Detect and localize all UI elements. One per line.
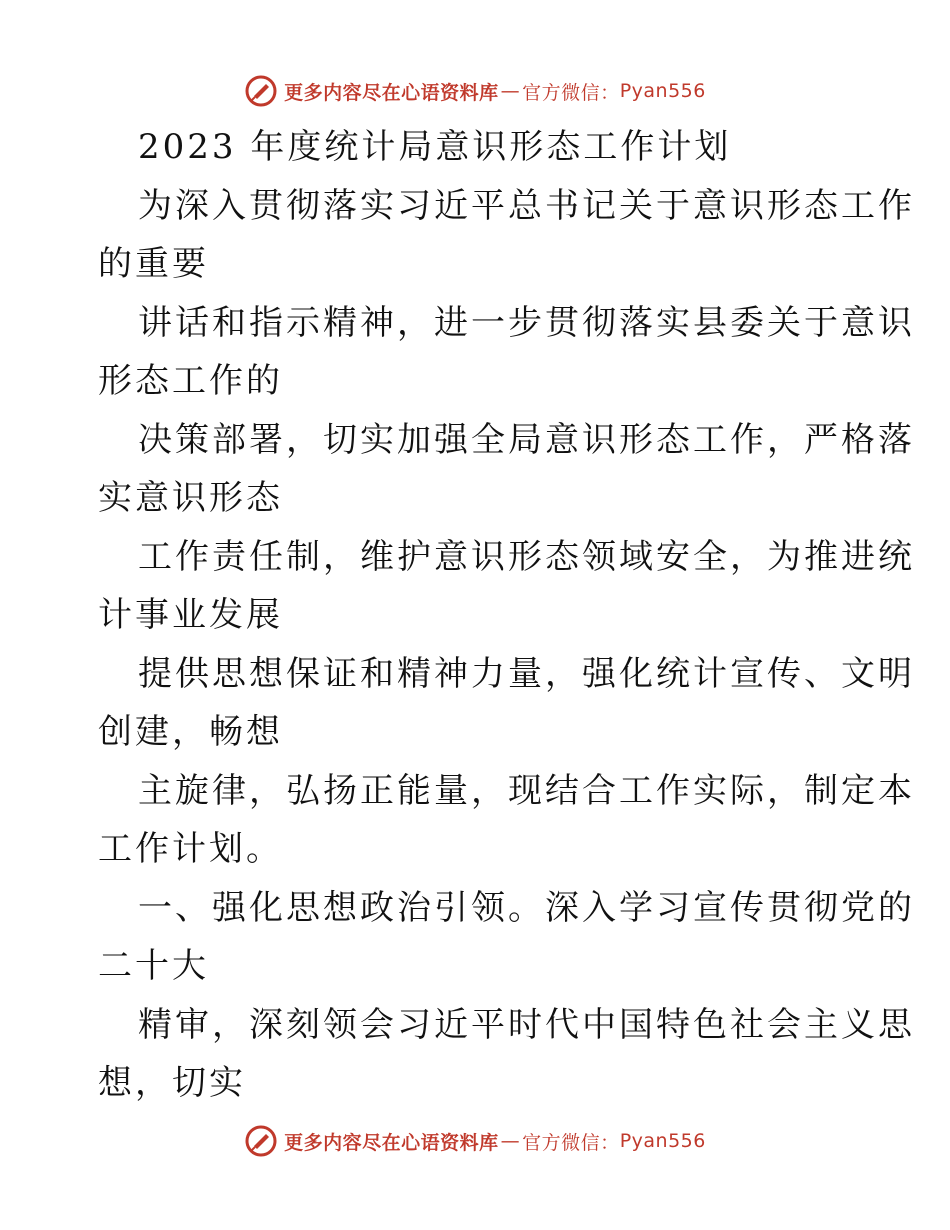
paragraph-line: 工作责任制，维护意识形态领域安全，为推进统	[138, 536, 915, 577]
paragraph-line: 提供思想保证和精神力量，强化统计宣传、文明	[138, 653, 915, 694]
paragraph-line: 想，切实	[98, 1063, 246, 1103]
paragraph-line: 决策部署，切实加强全局意识形态工作，严格落	[138, 419, 915, 460]
paragraph-line: 形态工作的	[98, 361, 283, 401]
header-watermark-banner	[0, 71, 950, 111]
footer-watermark-banner	[0, 1121, 950, 1161]
banner-wechat-id: Pyan556	[619, 80, 706, 102]
document-body	[98, 118, 915, 1113]
section-heading-line: 一、强化思想政治引领。深入学习宣传贯彻党的	[138, 887, 915, 928]
paragraph-line: 讲话和指示精神，进一步贯彻落实县委关于意识	[138, 302, 915, 343]
paragraph-line: 的重要	[98, 244, 209, 284]
banner-dash: —	[500, 80, 521, 102]
paragraph-line: 精审，深刻领会习近平时代中国特色社会主义思	[138, 1004, 915, 1045]
document-title: 2023 年度统计局意识形态工作计划	[138, 127, 732, 167]
paragraph-line: 实意识形态	[98, 478, 283, 518]
banner-main-text: 更多内容尽在心语资料库	[284, 1131, 499, 1154]
banner-main-text: 更多内容尽在心语资料库	[284, 81, 499, 104]
paragraph-line: 主旋律，弘扬正能量，现结合工作实际，制定本	[138, 770, 915, 811]
paragraph-line: 创建，畅想	[98, 712, 283, 752]
brand-logo-icon	[244, 1124, 278, 1158]
paragraph-line: 计事业发展	[98, 595, 283, 635]
brand-logo-icon	[244, 74, 278, 108]
paragraph-line: 二十大	[98, 946, 209, 986]
banner-dash: —	[500, 1130, 521, 1152]
paragraph-line: 为深入贯彻落实习近平总书记关于意识形态工作	[138, 185, 915, 226]
banner-sub-text: 官方微信：	[522, 81, 620, 104]
paragraph-line: 工作计划。	[98, 829, 283, 869]
banner-wechat-id: Pyan556	[619, 1130, 706, 1152]
banner-sub-text: 官方微信：	[522, 1131, 620, 1154]
